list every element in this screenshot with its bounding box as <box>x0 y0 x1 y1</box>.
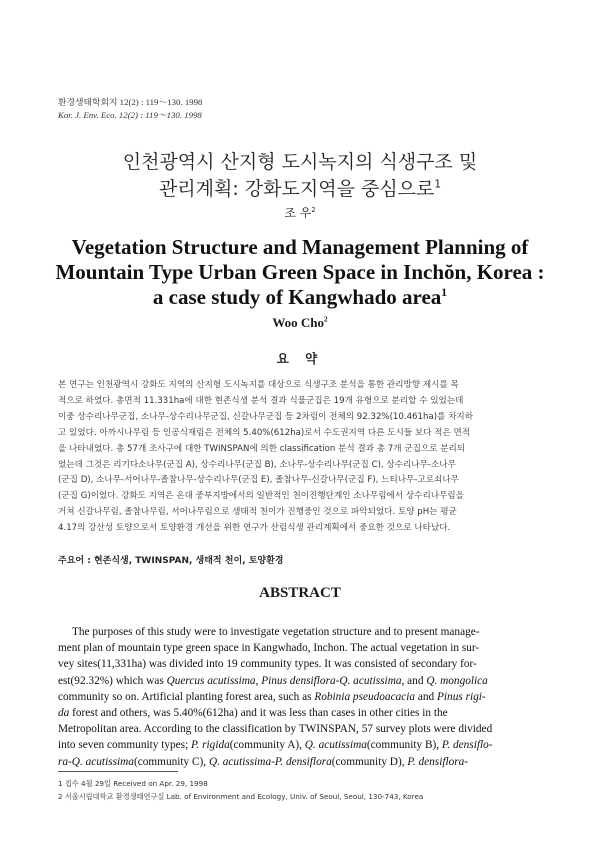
korean-abstract-line: 었는데 그것은 리기다소나무(군집 A), 상수리나무(군집 B), 소나무-상수리나무(군집 C), 상수리나무-소나무 <box>58 459 456 470</box>
species-name: Q. acutissima <box>304 739 367 752</box>
abstract-text-run: (community B), <box>366 739 442 752</box>
english-abstract-line <box>58 754 550 770</box>
korean-abstract-line: 고 있었다. 아까시나무림 등 인공식재림은 전체의 5.40%(612ha)로서 수도권지역 다른 도시들 보다 적은 면적 <box>58 427 471 438</box>
abstract-text-run: forest and others, was 5.40%(612ha) and it was less than cases in other cities in the <box>69 707 448 720</box>
footnote-2: 2 서울시립대학교 환경생태연구실 Lab. of Environment and Ecology, Univ. of Seoul, Seoul, 130-743, Korea <box>58 792 424 801</box>
english-abstract-line <box>58 640 550 656</box>
abstract-text-run: community so on. Artificial planting forest area, such as <box>58 690 315 703</box>
korean-title-line-2 <box>40 174 560 201</box>
species-name: Quercus acutissima <box>166 674 256 687</box>
abstract-text-run: ment plan of mountain type green space in Kangwhado, Inchon. The actual vegetation in sur- <box>58 642 480 655</box>
english-title-text: a case study of Kangwhado area <box>152 285 442 309</box>
footnote-divider <box>58 771 178 772</box>
korean-abstract-line: 적으로 하였다. 총면적 11.331ha에 대한 현존식생 분석 결과 식물군집은 19개 유형으로 분리할 수 있었는데 <box>58 395 464 406</box>
species-name: Robinia pseudoacacia <box>314 690 416 703</box>
species-name: ra-Q. acutissima <box>58 755 134 768</box>
species-name: P. densiflora- <box>407 755 469 768</box>
english-abstract-line <box>58 737 550 753</box>
keywords-text: 현존식생, TWINSPAN, 생태적 천이, 토양환경 <box>93 556 284 566</box>
abstract-text-run: (community A), <box>229 739 305 752</box>
abstract-text-run: into seven community types; <box>58 739 192 752</box>
korean-abstract-heading: 요 약 <box>276 351 324 366</box>
abstract-text-run: and <box>415 690 438 703</box>
english-title-line-1: Vegetation Structure and Management Planning of <box>71 235 529 259</box>
footnote-1: 1 접수 4월 29일 Received on Apr. 29, 1998 <box>58 779 208 788</box>
species-name: Q. mongolica <box>426 674 488 687</box>
korean-author-name: 조 우 <box>284 206 312 220</box>
korean-abstract-line: 본 연구는 인천광역시 강화도 지역의 산지형 도시녹지를 대상으로 식생구조 분석을 통한 관리방향 제시를 목 <box>58 380 459 390</box>
english-abstract-line <box>58 721 550 737</box>
english-abstract-line <box>58 624 550 640</box>
species-name: Pinus densiflora-Q. acutissima <box>261 674 402 687</box>
english-title-line-3 <box>20 285 580 310</box>
korean-title-line-1: 인천광역시 산지형 도시녹지의 식생구조 및 <box>122 151 478 173</box>
english-author <box>0 315 600 331</box>
korean-abstract-line: 이중 상수리나무군집, 소나무-상수리나무군집, 신갈나무군집 등 2차림이 전체의 92.32%(10.461ha)를 차지하 <box>58 411 473 422</box>
abstract-text-run: est(92.32%) which was <box>58 674 167 687</box>
english-author-name: Woo Cho <box>272 315 325 330</box>
english-abstract-body <box>58 624 550 770</box>
species-name: Q. acutissima-P. densiflora <box>208 755 332 768</box>
korean-abstract-line: 거쳐 신갈나무림, 졸참나무림, 서어나무림으로 생태적 천이가 진행중인 것으로 파악되었다. 토양 pH는 평균 <box>58 507 457 518</box>
keywords <box>58 553 283 566</box>
abstract-text-run: vey sites(11,331ha) was divided into 19 community types. It was consisted of secondary for- <box>58 658 477 671</box>
species-name: Pinus rigi- <box>437 690 486 703</box>
korean-abstract-line: 4.17의 강산성 토양으로서 토양환경 개선을 위한 연구가 산림식생 관리계획에서 중요한 것으로 나타났다. <box>58 523 451 534</box>
english-title-footnote-mark: 1 <box>441 287 448 299</box>
abstract-text-run: , and <box>401 674 427 687</box>
korean-abstract-body <box>58 378 550 537</box>
abstract-text-run: The purposes of this study were to investigate vegetation structure and to present manage- <box>72 626 480 638</box>
abstract-text-run: Metropolitan area. According to the classification by TWINSPAN, 57 survey plots were divided <box>58 723 493 736</box>
korean-title-footnote-mark: 1 <box>434 178 442 191</box>
english-abstract-heading: ABSTRACT <box>259 585 341 601</box>
english-title-line-2: Mountain Type Urban Green Space in Inchŏn, Korea : <box>55 260 545 284</box>
english-abstract-line <box>58 689 550 705</box>
english-abstract-line <box>58 705 550 721</box>
journal-citation-english: Kor. J. Env. Eco. 12(2) : 119～130. 1998 <box>58 110 202 120</box>
keywords-label: 주요어 : <box>58 556 91 566</box>
abstract-text-run: (community D), <box>331 755 408 768</box>
korean-title-text: 관리계획: 강화도지역을 중심으로 <box>158 178 435 200</box>
abstract-text-run: (community C), <box>133 755 209 768</box>
english-abstract-line <box>58 673 550 689</box>
korean-abstract-line: 을 나타내었다. 총 57개 조사구에 대한 TWINSPAN에 의한 classification 분석 결과 총 7개 군집으로 분리되 <box>58 443 466 454</box>
abstract-text-run: , <box>255 674 262 687</box>
korean-abstract-line: (군집 G)이었다. 강화도 지역은 온대 중부지방에서의 일반적인 천이진행단계인 소나무림에서 상수리나무림을 <box>58 491 464 502</box>
journal-citation-korean: 환경생태학회지 12(2) : 119～130. 1998 <box>58 97 203 107</box>
species-name: P. densiflo- <box>441 739 493 752</box>
species-name: da <box>58 707 70 720</box>
species-name: P. rigida <box>191 739 230 752</box>
english-abstract-line <box>58 656 550 672</box>
korean-abstract-line: (군집 D), 소나무-서어나무-졸참나무-상수리나무(군집 E), 졸참나무-신갈나무(군집 F), 느티나무-고로쇠나무 <box>58 475 459 486</box>
korean-author <box>0 204 600 221</box>
english-author-footnote-mark: 2 <box>324 315 328 324</box>
korean-author-footnote-mark: 2 <box>311 206 316 214</box>
